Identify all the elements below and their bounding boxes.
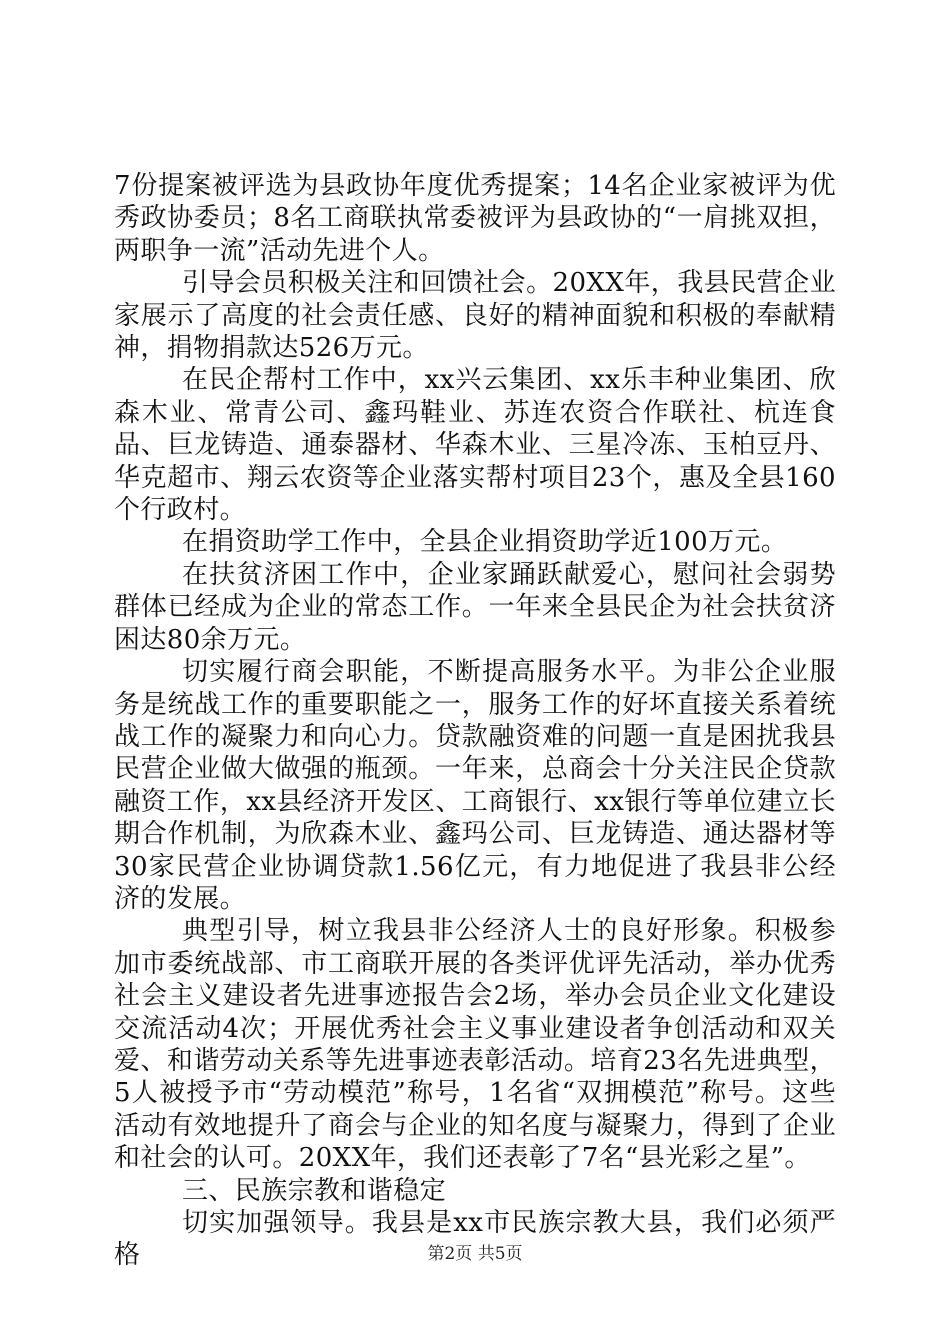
paragraph: 切实履行商会职能，不断提高服务水平。为非公企业服务是统战工作的重要职能之一，服务工作的好坏直接关系着统战工作的凝聚力和向心力。贷款融资难的问题一直是困扰我县民营企业做大做强的瓶颈。一年来，总商会十分关注民企贷款融资工作，xx县经济开发区、工商银行、xx银行等单位建立长期合作机制，为欣森木业、鑫玛公司、巨龙铸造、通达器材等30家民营企业协调贷款1.56亿元，有力地促进了我县非公经济的发展。 — [114, 657, 836, 914]
paragraph: 切实加强领导。我县是xx市民族宗教大县，我们必须严格 — [114, 1208, 836, 1271]
paragraph: 在捐资助学工作中，全县企业捐资助学近100万元。 — [182, 527, 788, 558]
section-heading: 三、民族宗教和谐稳定 — [182, 1175, 447, 1206]
paragraph: 引导会员积极关注和回馈社会。20XX年，我县民营企业家展示了高度的社会责任感、良好的精神面貌和积极的奉献精神，捐物捐款达526万元。 — [114, 268, 836, 364]
paragraph: 在扶贫济困工作中，企业家踊跃献爱心，慰问社会弱势群体已经成为企业的常态工作。一年来全县民企为社会扶贫济困达80余万元。 — [114, 559, 836, 655]
document-body — [114, 170, 836, 1272]
page-number-footer: 第2页 共5页 — [427, 1244, 523, 1264]
paragraph: 典型引导，树立我县非公经济人士的良好形象。积极参加市委统战部、市工商联开展的各类评优评先活动，举办优秀社会主义建设者先进事迹报告会2场，举办会员企业文化建设交流活动4次；开展优秀社会主义事业建设者争创活动和双关爱、和谐劳动关系等先进事迹表彰活动。培育23名先进典型，5人被授予市“劳动模范”称号，1名省“双拥模范”称号。这些活动有效地提升了商会与企业的知名度与凝聚力，得到了企业和社会的认可。20XX年，我们还表彰了7名“县光彩之星”。 — [114, 916, 836, 1174]
paragraph: 在民企帮村工作中，xx兴云集团、xx乐丰种业集团、欣森木业、常青公司、鑫玛鞋业、苏连农资合作联社、杭连食品、巨龙铸造、通泰器材、华森木业、三星冷冻、玉柏豆丹、华克超市、翔云农资等企业落实帮村项目23个，惠及全县160个行政村。 — [114, 365, 836, 526]
paragraph: 7份提案被评选为县政协年度优秀提案；14名企业家被评为优秀政协委员；8名工商联执常委被评为县政协的“一肩挑双担，两职争一流”活动先进个人。 — [114, 171, 836, 266]
